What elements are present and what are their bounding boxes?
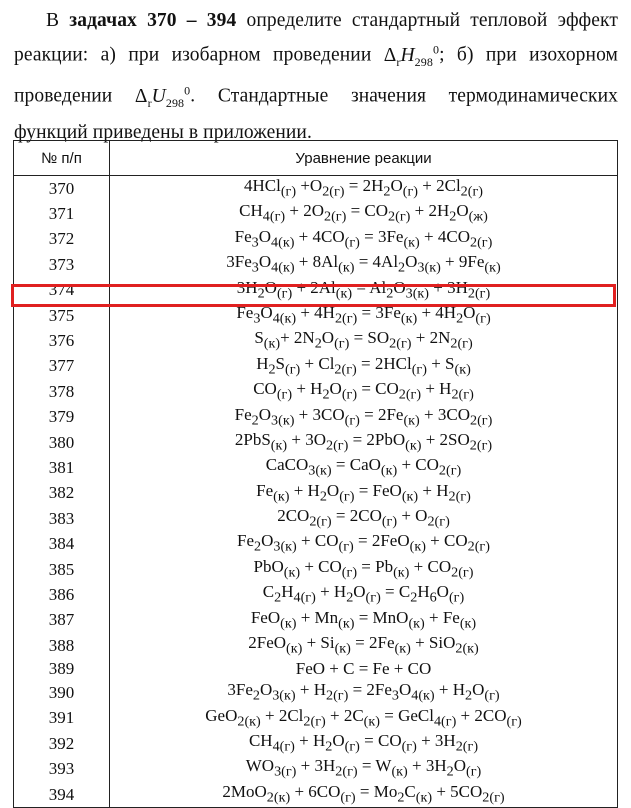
reaction-equation: $CO_{(г)} + H_2O_{(г)} = CO_{2(г)} + H_{2(г)}$ <box>110 379 618 404</box>
reaction-number: 392 <box>14 731 110 756</box>
table-row <box>14 252 618 277</box>
table-row <box>14 731 618 756</box>
reaction-equation: $WO_{3(г)} + 3H_{2(г)} = W_{(к)} + 3H_2O_{(г)}$ <box>110 756 618 781</box>
intro-prefix: В <box>46 10 60 31</box>
table-row <box>14 782 618 808</box>
reaction-equation: $Fe_3O_{4(к)} + 4CO_{(г)} = 3Fe_{(к)} + 4CO_{2(г)}$ <box>110 227 618 252</box>
reaction-number: 371 <box>14 201 110 226</box>
reaction-number: 370 <box>14 176 110 202</box>
reaction-number: 385 <box>14 557 110 582</box>
reaction-number: 387 <box>14 608 110 633</box>
table-row <box>14 680 618 705</box>
table-row <box>14 658 618 680</box>
reaction-equation: $CH_{4(г)} + 2O_{2(г)} = CO_{2(г)} + 2H_2O_{(ж)}$ <box>110 201 618 226</box>
table-row <box>14 531 618 556</box>
reaction-equation: $Fe_2O_{3(к)} + 3CO_{(г)} = 2Fe_{(к)} + 3CO_{2(г)}$ <box>110 405 618 430</box>
reaction-number: 377 <box>14 354 110 379</box>
reaction-number: 375 <box>14 303 110 328</box>
problem-statement <box>14 6 618 147</box>
reactions-table <box>13 140 618 808</box>
internal-energy-symbol: $\Delta_rU_{298}^0$ <box>134 83 191 110</box>
reaction-equation: $3Fe_2O_{3(к)} + H_{2(г)} = 2Fe_3O_{4(к)} + H_2O_{(г)}$ <box>110 680 618 705</box>
intro-text-3: . Стандартные значения термодинамических функций приведены в приложении. <box>14 85 618 143</box>
table-row <box>14 582 618 607</box>
reaction-equation: $CH_{4(г)} + H_2O_{(г)} = CO_{(г)} + 3H_{2(г)}$ <box>110 731 618 756</box>
reaction-equation: $2MoO_{2(к)} + 6CO_{(г)} = Mo_2C_{(к)} + 5CO_{2(г)}$ <box>110 782 618 808</box>
reaction-equation: $Fe_{(к)} + H_2O_{(г)} = FeO_{(к)} + H_{2(г)}$ <box>110 481 618 506</box>
table-row <box>14 608 618 633</box>
reaction-equation: $Fe_2O_{3(к)} + CO_{(г)} = 2FeO_{(к)} + CO_{2(г)}$ <box>110 531 618 556</box>
reaction-number: 386 <box>14 582 110 607</box>
reaction-equation: $4HCl_{(г)} +O_{2(г)} = 2H_2O_{(г)} + 2Cl_{2(г)}$ <box>110 176 618 202</box>
reaction-equation: CaCO$_{3(к)}$ = $CaO_{(к)} + CO_{2(г)}$ <box>110 455 618 480</box>
reaction-equation: $2PbS_{(к)} + 3O_{2(г)} = 2PbO_{(к)} + 2SO_{2(г)}$ <box>110 430 618 455</box>
reaction-number: 390 <box>14 680 110 705</box>
reaction-number: 378 <box>14 379 110 404</box>
reaction-equation: $Fe_3O_{4(к)} + 4H_{2(г)} = 3Fe_{(к)} + 4H_2O_{(г)}$ <box>110 303 618 328</box>
intro-text-2: ; б) при изохорном проведении <box>14 44 618 107</box>
reaction-number: 374 <box>14 278 110 303</box>
reaction-equation: $FeO_{(к)} + Mn_{(к)} = MnO_{(к)} + Fe_{(к)}$ <box>110 608 618 633</box>
header-number: № п/п <box>14 141 110 176</box>
reaction-number: 391 <box>14 706 110 731</box>
reaction-number: 383 <box>14 506 110 531</box>
table-row <box>14 405 618 430</box>
table-body <box>14 176 618 808</box>
table-row <box>14 328 618 353</box>
reaction-equation: $2FeO_{(к)} + Si_{(к)} = 2Fe_{(к)} + SiO_{2(к)}$ <box>110 633 618 658</box>
reaction-equation: $GeO_{2(к)} + 2Cl_{2(г)} + 2C_{(к)}$ = GeCl$_{4(г)}$ + $2CO_{(г)}$ <box>110 706 618 731</box>
table-row <box>14 176 618 202</box>
reaction-number: 380 <box>14 430 110 455</box>
reaction-number: 382 <box>14 481 110 506</box>
header-equation: Уравнение реакции <box>110 141 618 176</box>
table-row <box>14 354 618 379</box>
reaction-equation: $3Fe_3O_{4(к)} + 8Al_{(к)} = 4Al_2O_{3(к)} + 9Fe_{(к)}$ <box>110 252 618 277</box>
reaction-equation: $H_2S_{(г)} + Cl_{2(г)} = 2HCl_{(г)} + S_{(к)}$ <box>110 354 618 379</box>
reaction-number: 372 <box>14 227 110 252</box>
reaction-number: 384 <box>14 531 110 556</box>
table-row <box>14 506 618 531</box>
table-row <box>14 756 618 781</box>
table-row <box>14 278 618 303</box>
table-row <box>14 455 618 480</box>
reaction-equation: FeO + C = Fe + CO <box>110 658 618 680</box>
table-row <box>14 201 618 226</box>
reaction-number: 376 <box>14 328 110 353</box>
table-row <box>14 557 618 582</box>
reaction-equation: $S_{(к)}+ 2N_2O_{(г)} = SO_{2(г)} + 2N_{2(г)}$ <box>110 328 618 353</box>
reaction-equation: $2CO_{2(г)} = 2CO_{(г)} + O_{2(г)}$ <box>110 506 618 531</box>
table-row <box>14 379 618 404</box>
enthalpy-symbol: $\Delta_rH_{298}^0$ <box>383 42 440 69</box>
intro-text-1: определите стандартный тепловой эффект реакции: а) при изобарном проведении <box>14 10 618 66</box>
reaction-number: 373 <box>14 252 110 277</box>
table-row <box>14 303 618 328</box>
reaction-number: 379 <box>14 405 110 430</box>
reaction-equation: $PbO_{(к)} + CO_{(г)} = Pb_{(к)} + CO_{2(г)}$ <box>110 557 618 582</box>
table-row <box>14 633 618 658</box>
reaction-number: 394 <box>14 782 110 808</box>
intro-bold-range: задачах 370 – 394 <box>69 10 237 31</box>
reaction-number: 389 <box>14 658 110 680</box>
reaction-number: 388 <box>14 633 110 658</box>
table-header-row <box>14 141 618 176</box>
table-row <box>14 227 618 252</box>
reaction-equation: $C_2H_{4(г)} + H_2O_{(г)} = C_2H_6O_{(г)}$ <box>110 582 618 607</box>
reaction-number: 393 <box>14 756 110 781</box>
reaction-number: 381 <box>14 455 110 480</box>
table-row <box>14 481 618 506</box>
table-row <box>14 706 618 731</box>
table-row <box>14 430 618 455</box>
reaction-equation: $3H_2O_{(г)} + 2Al_{(к)} = Al_2O_{3(к)} + 3H_{2(г)}$ <box>110 278 618 303</box>
